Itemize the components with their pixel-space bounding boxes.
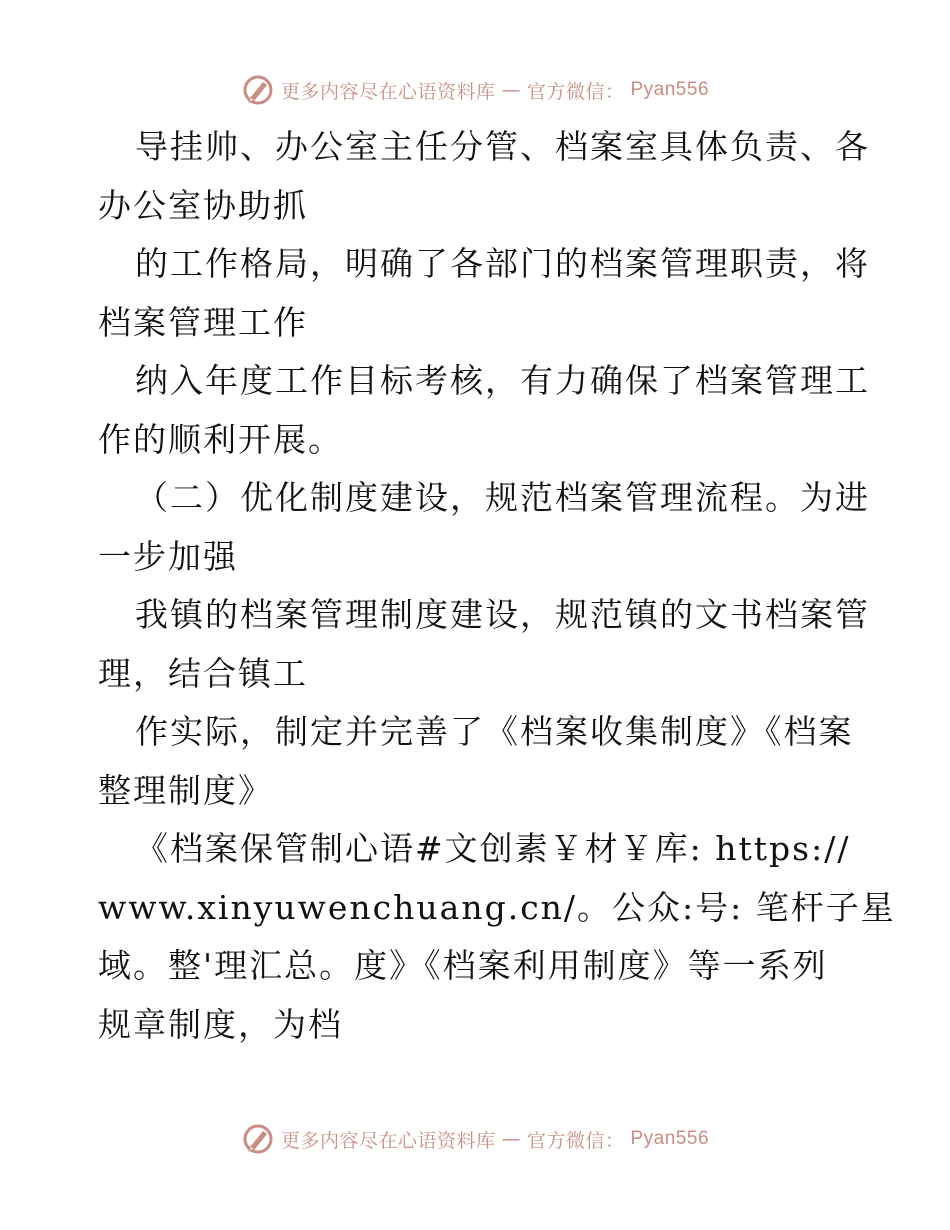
text-line: www.xinyuwenchuang.cn/。公众:号: 笔杆子星: [98, 887, 896, 927]
watermark-suffix: 官方微信：: [526, 80, 625, 103]
text-line: 办公室协助抓: [98, 185, 308, 225]
text-line: 档案管理工作: [98, 302, 308, 342]
pen-logo-icon: [241, 73, 275, 107]
text-line: 规章制度，为档: [98, 1004, 343, 1044]
watermark-separator: —: [501, 1128, 521, 1150]
text-line: 域。整'理汇总。度》《档案利用制度》等一系列: [98, 946, 828, 985]
text-line: 《档案保管制心语#文创素￥材￥库: https://: [135, 829, 851, 868]
text-line: 导挂帅、办公室主任分管、档案室具体负责、各: [135, 127, 870, 166]
watermark-suffix: 官方微信：: [526, 1129, 625, 1152]
watermark-separator: —: [501, 79, 521, 101]
watermark-id: Pyan556: [630, 1128, 710, 1149]
text-line: 我镇的档案管理制度建设，规范镇的文书档案管: [135, 595, 870, 634]
footer-watermark: [0, 1119, 950, 1159]
text-line: 一步加强: [98, 536, 238, 576]
text-line: 理，结合镇工: [98, 653, 308, 693]
text-line: 的工作格局，明确了各部门的档案管理职责，将: [135, 244, 870, 283]
text-line: 整理制度》: [98, 770, 273, 810]
pen-logo-icon: [241, 1122, 275, 1156]
text-line: 作的顺利开展。: [98, 419, 343, 459]
text-line: 纳入年度工作目标考核，有力确保了档案管理工: [135, 361, 870, 400]
watermark-text: 更多内容尽在心语资料库: [280, 1129, 496, 1152]
watermark-id: Pyan556: [630, 79, 710, 100]
watermark-text: 更多内容尽在心语资料库: [280, 80, 496, 103]
text-line: （二）优化制度建设，规范档案管理流程。为进: [135, 478, 870, 517]
text-line: 作实际，制定并完善了《档案收集制度》《档案: [135, 712, 854, 751]
document-body: [98, 118, 896, 1054]
header-watermark: [0, 70, 950, 110]
